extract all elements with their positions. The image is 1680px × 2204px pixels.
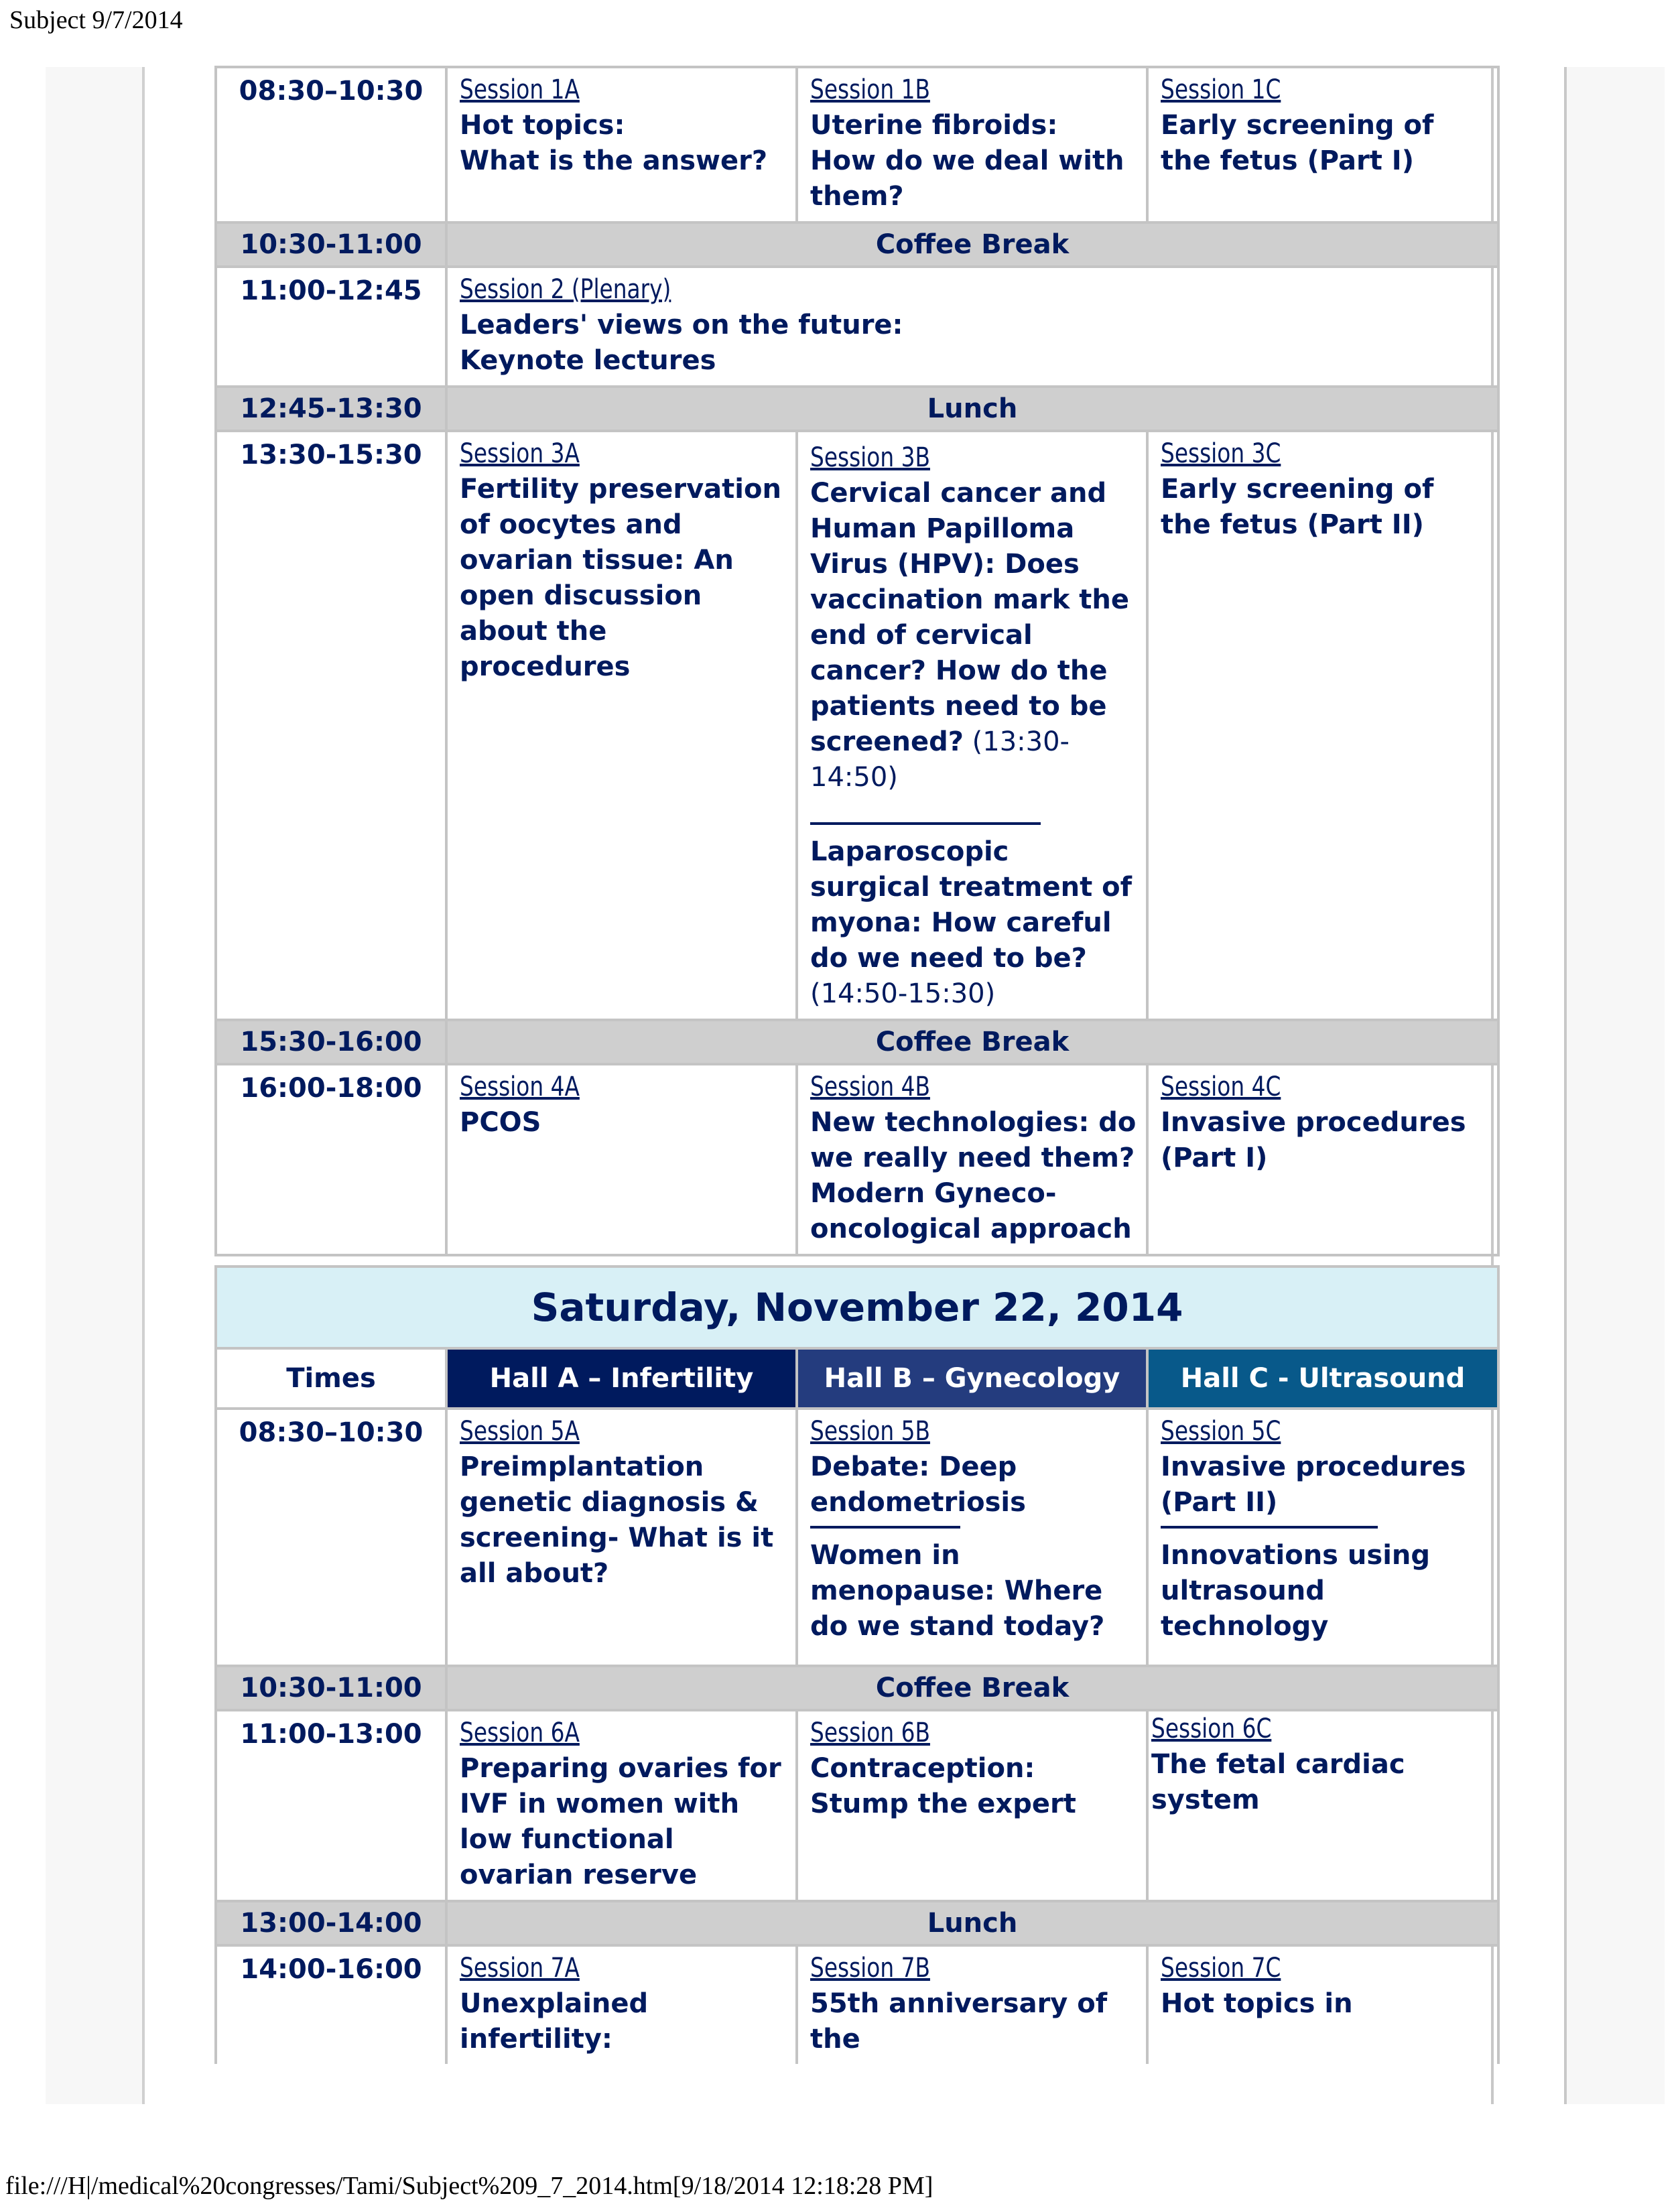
- session-title: Preparing ovaries for IVF in women with low functional ovarian reserve: [460, 1753, 781, 1890]
- session-title: Keynote lectures: [460, 345, 716, 376]
- session-link[interactable]: Session 6C: [1151, 1713, 1272, 1744]
- session-cell: [797, 1945, 1147, 2064]
- session-title: 55th anniversary of the: [810, 1988, 1108, 2055]
- session-cell: [1147, 431, 1498, 1020]
- session-link[interactable]: Session 2 (Plenary): [460, 274, 671, 305]
- time-slot: 16:00-18:00: [216, 1064, 446, 1255]
- session-link[interactable]: Session 3B: [810, 442, 930, 473]
- table-row: [216, 1710, 1498, 1901]
- day-title-row: [216, 1267, 1498, 1348]
- break-row: [216, 1020, 1498, 1064]
- print-footer: file:///H|/medical%20congresses/Tami/Subject%209_7_2014.htm[9/18/2014 12:18:28 PM]: [5, 2172, 933, 2200]
- session-cell: [446, 1409, 797, 1666]
- session-time: (13:30-14:50): [810, 726, 1070, 793]
- table-row: [216, 1945, 1498, 2064]
- session-link[interactable]: Session 3C: [1161, 438, 1281, 469]
- session-title: Laparoscopic surgical treatment of myona: How careful do we need to be?: [810, 836, 1132, 974]
- session-title: Unexplained infertility:: [460, 1988, 649, 2055]
- time-slot: 12:45-13:30: [216, 387, 446, 431]
- separator-line: [1161, 1526, 1378, 1529]
- session-link[interactable]: Session 1B: [810, 74, 930, 105]
- schedule-table-day2: [214, 1265, 1500, 2064]
- session-link[interactable]: Session 4C: [1161, 1072, 1281, 1102]
- time-slot: 15:30-16:00: [216, 1020, 446, 1064]
- session-cell: [1147, 1710, 1498, 1901]
- time-slot: 08:30–10:30: [216, 67, 446, 222]
- session-title: Invasive procedures (Part II): [1161, 1451, 1466, 1518]
- break-label: Coffee Break: [446, 222, 1498, 267]
- break-row: [216, 222, 1498, 267]
- session-link[interactable]: Session 5C: [1161, 1416, 1281, 1447]
- session-title: Contraception: Stump the expert: [810, 1753, 1076, 1819]
- session-link[interactable]: Session 6B: [810, 1717, 930, 1748]
- session-title: What is the answer?: [460, 145, 768, 176]
- left-margin-strip: [46, 67, 145, 2104]
- session-title: Innovations using ultrasound technology: [1161, 1540, 1431, 1642]
- plenary-cell: [446, 267, 1498, 387]
- time-slot: 10:30-11:00: [216, 1666, 446, 1710]
- session-title: PCOS: [460, 1107, 541, 1138]
- session-cell: [446, 67, 797, 222]
- table-row: [216, 1409, 1498, 1666]
- session-link[interactable]: Session 1A: [460, 74, 580, 105]
- session-cell: [1147, 1945, 1498, 2064]
- session-cell: [446, 1710, 797, 1901]
- session-link[interactable]: Session 5A: [460, 1416, 580, 1447]
- session-cell: [797, 1064, 1147, 1255]
- session-cell: [446, 1945, 797, 2064]
- hall-header-row: [216, 1348, 1498, 1409]
- break-row: [216, 1666, 1498, 1710]
- time-slot: 13:00-14:00: [216, 1901, 446, 1945]
- session-title: Hot topics in: [1161, 1988, 1353, 2019]
- session-cell: [797, 1710, 1147, 1901]
- time-slot: 08:30–10:30: [216, 1409, 446, 1666]
- session-link[interactable]: Session 1C: [1161, 74, 1281, 105]
- session-title: Cervical cancer and Human Papilloma Virus (HPV): Does vaccination mark the end of cervical cancer? How do the patients need to be screened?: [810, 478, 1130, 757]
- session-cell: [1147, 1409, 1498, 1666]
- session-title: The fetal cardiac system: [1151, 1749, 1405, 1815]
- separator-line: [810, 822, 1041, 825]
- session-title: Preimplantation genetic diagnosis & screening- What is it all about?: [460, 1451, 774, 1589]
- break-label: Lunch: [446, 1901, 1498, 1945]
- session-link[interactable]: Session 4B: [810, 1072, 930, 1102]
- separator-line: [810, 1526, 960, 1529]
- session-link[interactable]: Session 7B: [810, 1953, 930, 1984]
- session-cell: [1147, 67, 1498, 222]
- table-row: [216, 1064, 1498, 1255]
- session-cell: [446, 431, 797, 1020]
- session-link[interactable]: Session 5B: [810, 1416, 930, 1447]
- day-title: Saturday, November 22, 2014: [216, 1267, 1498, 1348]
- right-margin-strip: [1564, 67, 1665, 2104]
- table-row: [216, 267, 1498, 387]
- session-cell: [1147, 1064, 1498, 1255]
- session-title: New technologies: do we really need them? Modern Gyneco-oncological approach: [810, 1107, 1137, 1244]
- time-slot: 11:00-12:45: [216, 267, 446, 387]
- break-row: [216, 387, 1498, 431]
- time-slot: 11:00-13:00: [216, 1710, 446, 1901]
- break-row: [216, 1901, 1498, 1945]
- session-cell: [797, 67, 1147, 222]
- session-cell: [797, 431, 1147, 1020]
- time-slot: 10:30-11:00: [216, 222, 446, 267]
- header-hall-c: Hall C - Ultrasound: [1147, 1348, 1498, 1409]
- session-link[interactable]: Session 6A: [460, 1717, 580, 1748]
- session-title: Women in menopause: Where do we stand today?: [810, 1540, 1105, 1642]
- break-label: Coffee Break: [446, 1666, 1498, 1710]
- session-title: Early screening of the fetus (Part I): [1161, 110, 1434, 176]
- print-header: Subject 9/7/2014: [9, 6, 183, 34]
- table-row: [216, 431, 1498, 1020]
- break-label: Lunch: [446, 387, 1498, 431]
- session-link[interactable]: Session 7C: [1161, 1953, 1281, 1984]
- break-label: Coffee Break: [446, 1020, 1498, 1064]
- session-title: How do we deal with them?: [810, 145, 1124, 212]
- session-title: Hot topics:: [460, 110, 625, 141]
- table-row: [216, 67, 1498, 222]
- session-title: Leaders' views on the future:: [460, 310, 903, 340]
- header-hall-a: Hall A – Infertility: [446, 1348, 797, 1409]
- session-title: Debate: Deep endometriosis: [810, 1451, 1026, 1518]
- session-title: Fertility preservation of oocytes and ovarian tissue: An open discussion about the procedures: [460, 474, 781, 682]
- session-link[interactable]: Session 4A: [460, 1072, 580, 1102]
- session-title: Invasive procedures (Part I): [1161, 1107, 1466, 1173]
- header-times: Times: [216, 1348, 446, 1409]
- session-link[interactable]: Session 3A: [460, 438, 580, 469]
- session-time: (14:50-15:30): [810, 978, 996, 1009]
- time-slot: 13:30-15:30: [216, 431, 446, 1020]
- schedule-table-day1: [214, 66, 1500, 1256]
- header-hall-b: Hall B – Gynecology: [797, 1348, 1147, 1409]
- session-cell: [446, 1064, 797, 1255]
- session-cell: [797, 1409, 1147, 1666]
- session-title: Early screening of the fetus (Part II): [1161, 474, 1434, 540]
- session-title: Uterine fibroids:: [810, 110, 1058, 141]
- time-slot: 14:00-16:00: [216, 1945, 446, 2064]
- session-link[interactable]: Session 7A: [460, 1953, 580, 1984]
